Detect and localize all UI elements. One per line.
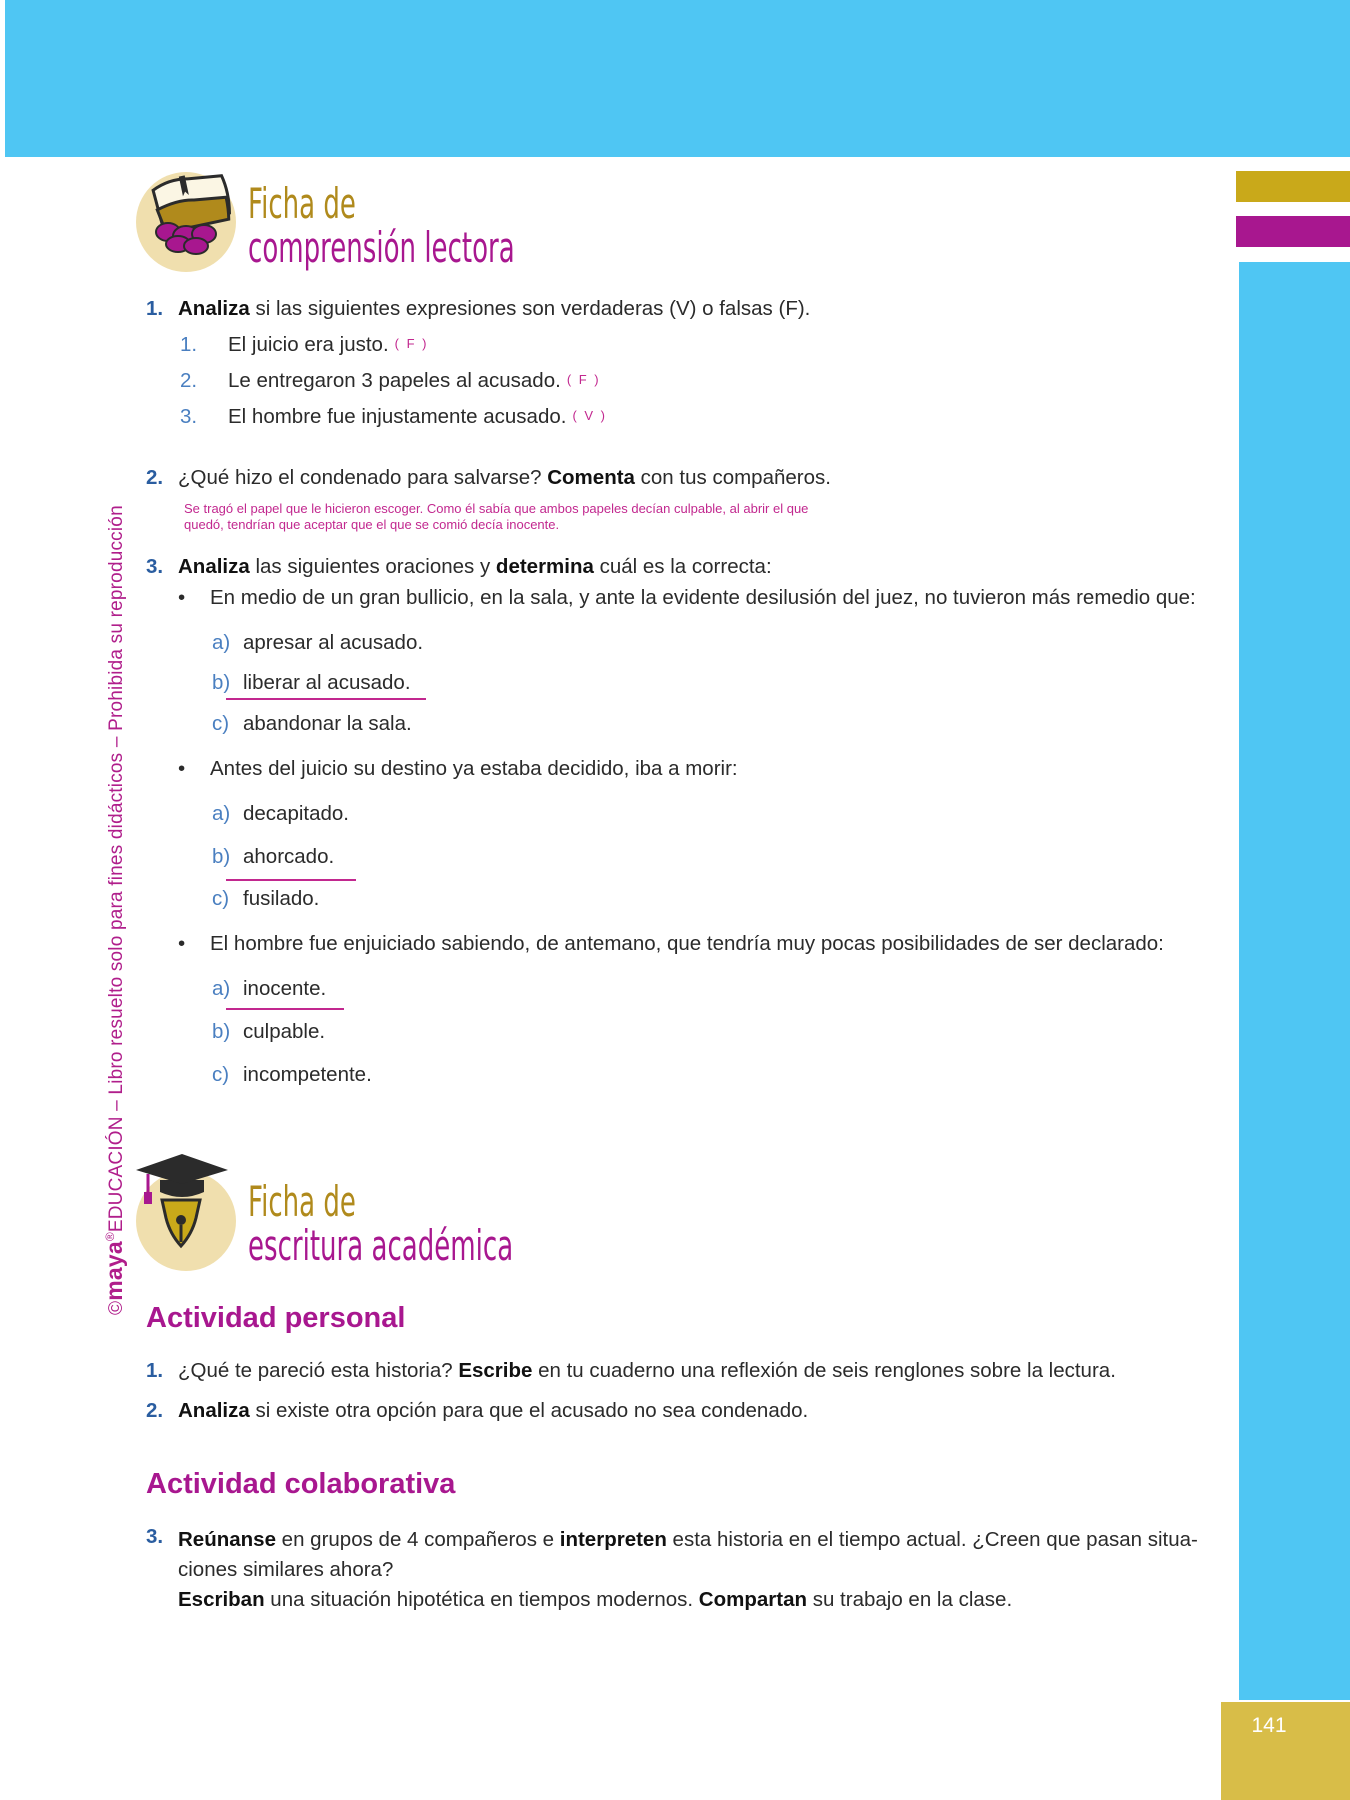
title-line-1: Ficha de <box>248 179 356 228</box>
q1-item-2: 2. Le entregaron 3 papeles al acusado. ( F ) <box>180 369 601 392</box>
brain-book-icon <box>134 160 244 275</box>
copyright-text: EDUCACIÓN – Libro resuelto solo para fines didácticos – Prohibida su reproducción <box>106 505 127 1233</box>
question-text: si las siguientes expresiones son verdaderas (V) o falsas (F). <box>249 297 811 320</box>
q1-item-3: 3. El hombre fue injustamente acusado. ( V ) <box>180 405 608 428</box>
top-header-band <box>5 0 1350 157</box>
personal-item-2: 2. Analiza si existe otra opción para que el acusado no sea condenado. <box>146 1399 809 1422</box>
brand-logo-text: maya <box>101 1241 127 1301</box>
q2-answer: Se tragó el papel que le hicieron escoger. Como él sabía que ambos papeles decían culpable, al abrir el que quedó, tendrían que aceptar que el que se comió decía inocente. <box>184 501 809 532</box>
registered-symbol: ® <box>103 1232 117 1242</box>
question-number: 1. <box>146 297 164 320</box>
colaborativa-item-3: 3. Reúnanse en grupos de 4 compañeros e interpreten esta historia en el tiempo actual. ¿Creen que pasan situa- ciones similares ahora? Escriban una situación hipotética en tiempos modernos. Compartan su trabajo en la clase. <box>146 1525 1198 1611</box>
selected-answer-underline <box>226 879 356 881</box>
title-line-2: escritura académica <box>248 1221 514 1271</box>
answer-mark: ( V ) <box>572 408 608 423</box>
q3-statement-2: • Antes del juicio su destino ya estaba decidido, iba a morir: <box>178 757 738 780</box>
side-tab-gold <box>1236 171 1350 202</box>
side-margin-bar <box>1239 262 1350 1700</box>
copyright-symbol: © <box>106 1300 127 1315</box>
side-tab-magenta <box>1236 216 1350 247</box>
question-1 <box>146 297 810 321</box>
question-verb: Analiza <box>178 297 250 320</box>
q3-g2-option-c: c) fusilado. <box>212 887 320 910</box>
question-number: 2. <box>146 466 164 489</box>
q3-g1-option-c: c) abandonar la sala. <box>212 712 412 735</box>
q1-item-1: 1. El juicio era justo. ( F ) <box>180 333 429 356</box>
ficha-comprension-title <box>248 179 515 273</box>
selected-answer-underline <box>226 698 426 700</box>
q3-statement-3: • El hombre fue enjuiciado sabiendo, de antemano, que tendría muy pocas posibilidades de ser declarado: <box>178 932 1164 955</box>
question-number: 3. <box>146 555 164 578</box>
q3-g1-option-b: b) liberar al acusado. <box>212 671 411 694</box>
question-verb: Comenta <box>547 466 635 489</box>
q3-g2-option-a: a) decapitado. <box>212 802 350 825</box>
selected-answer-underline <box>226 1008 344 1010</box>
personal-item-1: 1. ¿Qué te pareció esta historia? Escribe en tu cuaderno una reflexión de seis renglones sobre la lectura. <box>146 1359 1116 1382</box>
title-line-1: Ficha de <box>248 1177 356 1226</box>
title-line-2: comprensión lectora <box>248 223 515 273</box>
q3-statement-1: • En medio de un gran bullicio, en la sala, y ante la evidente desilusión del juez, no tuvieron más remedio que: <box>178 586 1196 609</box>
page-number: 141 <box>1251 1714 1287 1737</box>
q3-g3-option-c: c) incompetente. <box>212 1063 372 1086</box>
graduation-pen-icon <box>134 1148 244 1280</box>
q3-g3-option-b: b) culpable. <box>212 1020 326 1043</box>
question-3: 3. Analiza las siguientes oraciones y determina cuál es la correcta: <box>146 555 772 578</box>
heading-actividad-personal: Actividad personal <box>146 1302 406 1334</box>
q3-g1-option-a: a) apresar al acusado. <box>212 631 424 654</box>
ficha-escritura-title <box>248 1177 514 1271</box>
heading-actividad-colaborativa: Actividad colaborativa <box>146 1468 456 1500</box>
question-2: 2. ¿Qué hizo el condenado para salvarse? Comenta con tus compañeros. <box>146 466 831 489</box>
q3-g2-option-b: b) ahorcado. <box>212 845 335 868</box>
q3-g3-option-a: a) inocente. <box>212 977 327 1000</box>
vertical-copyright <box>101 505 128 1315</box>
answer-mark: ( F ) <box>566 372 601 387</box>
answer-mark: ( F ) <box>394 336 429 351</box>
